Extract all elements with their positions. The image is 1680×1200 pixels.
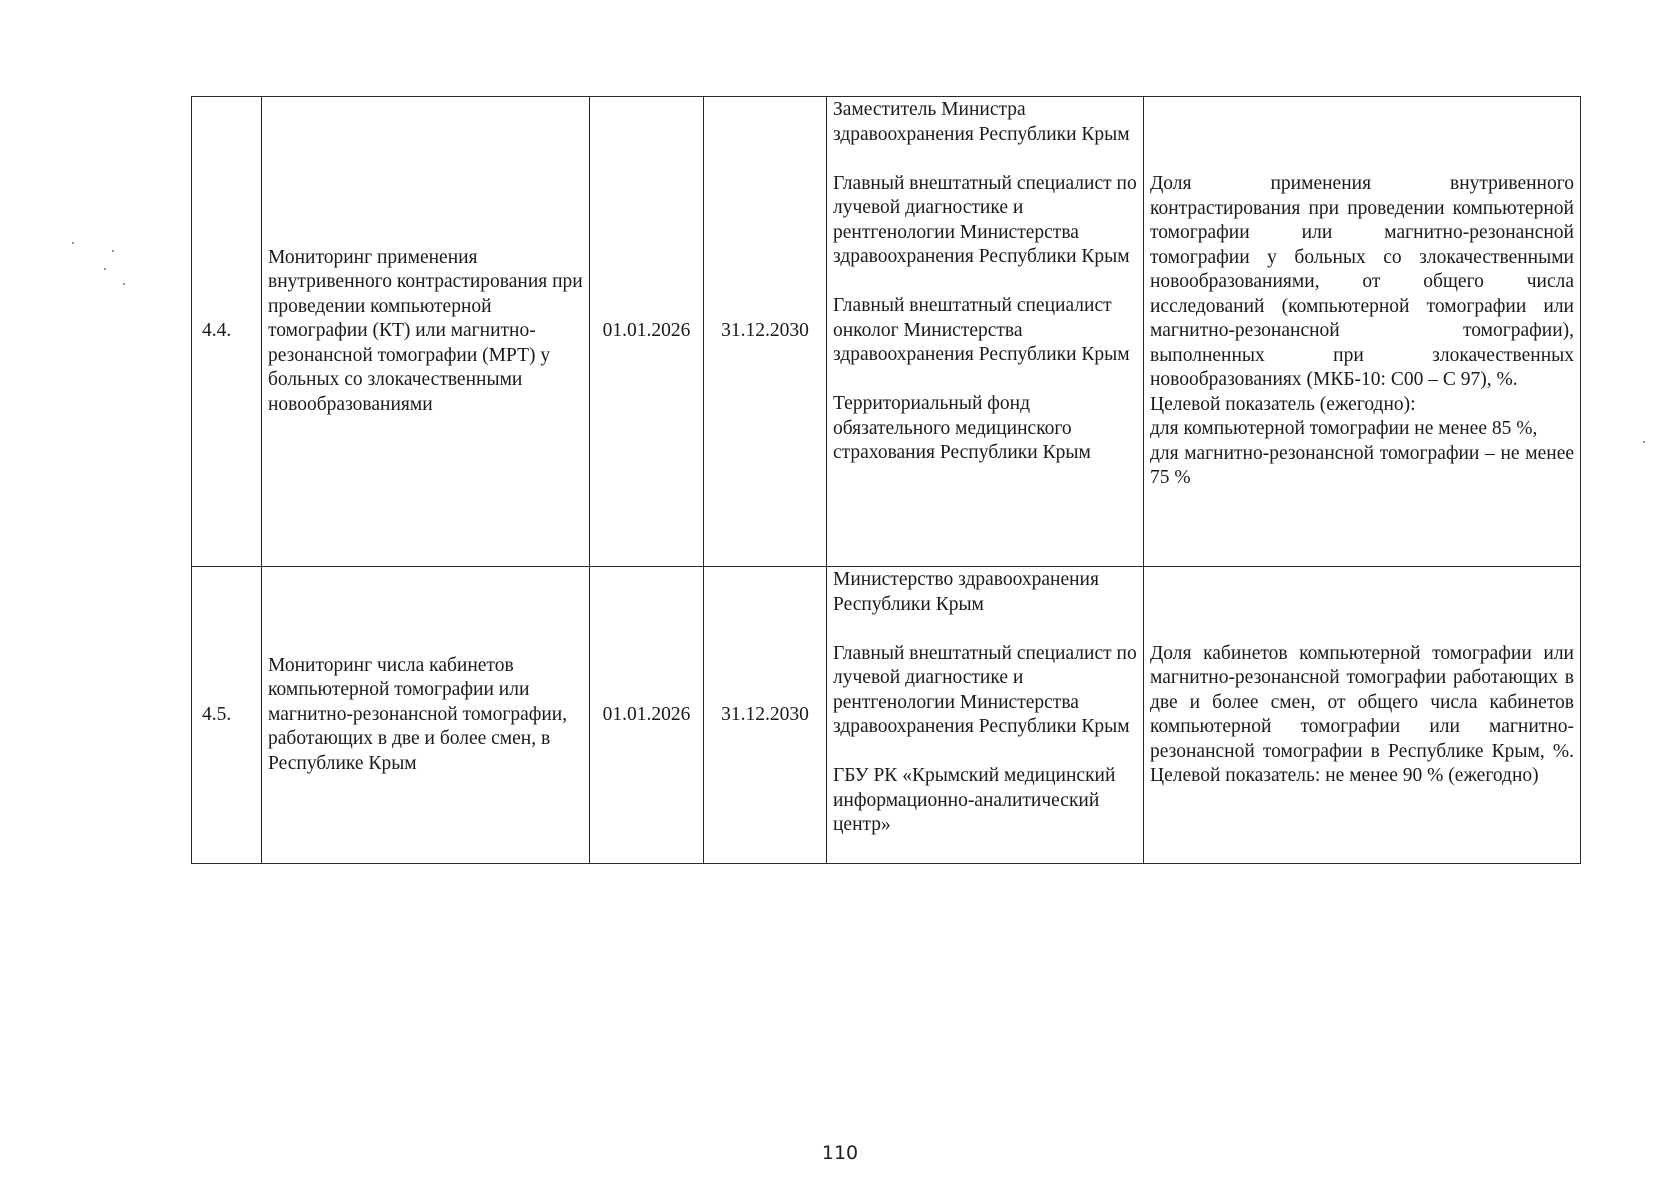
responsible-item: Главный внештатный специалист по лучевой диагностике и рентгенологии Министерства здравоохранения Республики Крым [833,172,1137,267]
responsible-item: Территориальный фонд обязательного медицинского страхования Республики Крым [833,393,1091,463]
start-date-cell: 01.01.2026 [590,567,704,864]
responsible-item: Заместитель Министра здравоохранения Республики Крым [833,99,1130,145]
activity-cell: Мониторинг числа кабинетов компьютерной томографии или магнитно-резонансной томографии, работающих в две и более смен, в Республике Крым [262,567,590,864]
indicator-target-heading: Целевой показатель (ежегодно): [1150,393,1416,415]
responsible-item: ГБУ РК «Крымский медицинский информационно-аналитический центр» [833,765,1116,835]
indicator-text: Доля кабинетов компьютерной томографии или магнитно-резонансной томографии работающих в две и более смен, от общего числа кабинетов компьютерной томографии или магнитно-резонансной томографии в Республике Крым, %. Целевой показатель: не менее 90 % (ежегодно) [1150,642,1574,786]
scan-speck [1643,441,1645,443]
indicator-cell [1144,567,1581,864]
scan-speck [72,242,74,244]
responsible-cell [827,567,1144,864]
responsible-item: Министерство здравоохранения Республики Крым [833,569,1099,615]
indicator-target-ct: для компьютерной томографии не менее 85 %, [1150,418,1538,440]
responsible-item: Главный внештатный специалист онколог Министерства здравоохранения Республики Крым [833,295,1130,365]
plan-table [191,96,1581,864]
activity-cell: Мониторинг применения внутривенного контрастирования при проведении компьютерной томографии (КТ) или магнитно-резонансной томографии (МРТ) у больных со злокачественными новообразованиями [262,97,590,567]
row-number: 4.4. [192,97,262,567]
indicator-target-mri: для магнитно-резонансной томографии – не менее 75 % [1150,442,1574,489]
responsible-item: Главный внештатный специалист по лучевой диагностике и рентгенологии Министерства здравоохранения Республики Крым [833,642,1137,737]
indicator-text: Доля применения внутривенного контрастирования при проведении компьютерной томографии или магнитно-резонансной томографии у больных со злокачественными новообразованиями, от общего числа исследований (компьютерной томографии или магнитно-резонансной томографии), выполненных при злокачественных новообразованиях (МКБ-10: С00 – С 97), %. [1150,173,1574,391]
table-row [192,567,1581,864]
responsible-cell [827,97,1144,567]
end-date-cell: 31.12.2030 [704,567,827,864]
start-date-cell: 01.01.2026 [590,97,704,567]
indicator-cell [1144,97,1581,567]
scan-speck [112,250,114,252]
scan-speck [104,268,106,270]
scan-speck [123,283,125,285]
table-row [192,97,1581,567]
end-date-cell: 31.12.2030 [704,97,827,567]
page-number: 110 [821,1142,859,1164]
row-number: 4.5. [192,567,262,864]
